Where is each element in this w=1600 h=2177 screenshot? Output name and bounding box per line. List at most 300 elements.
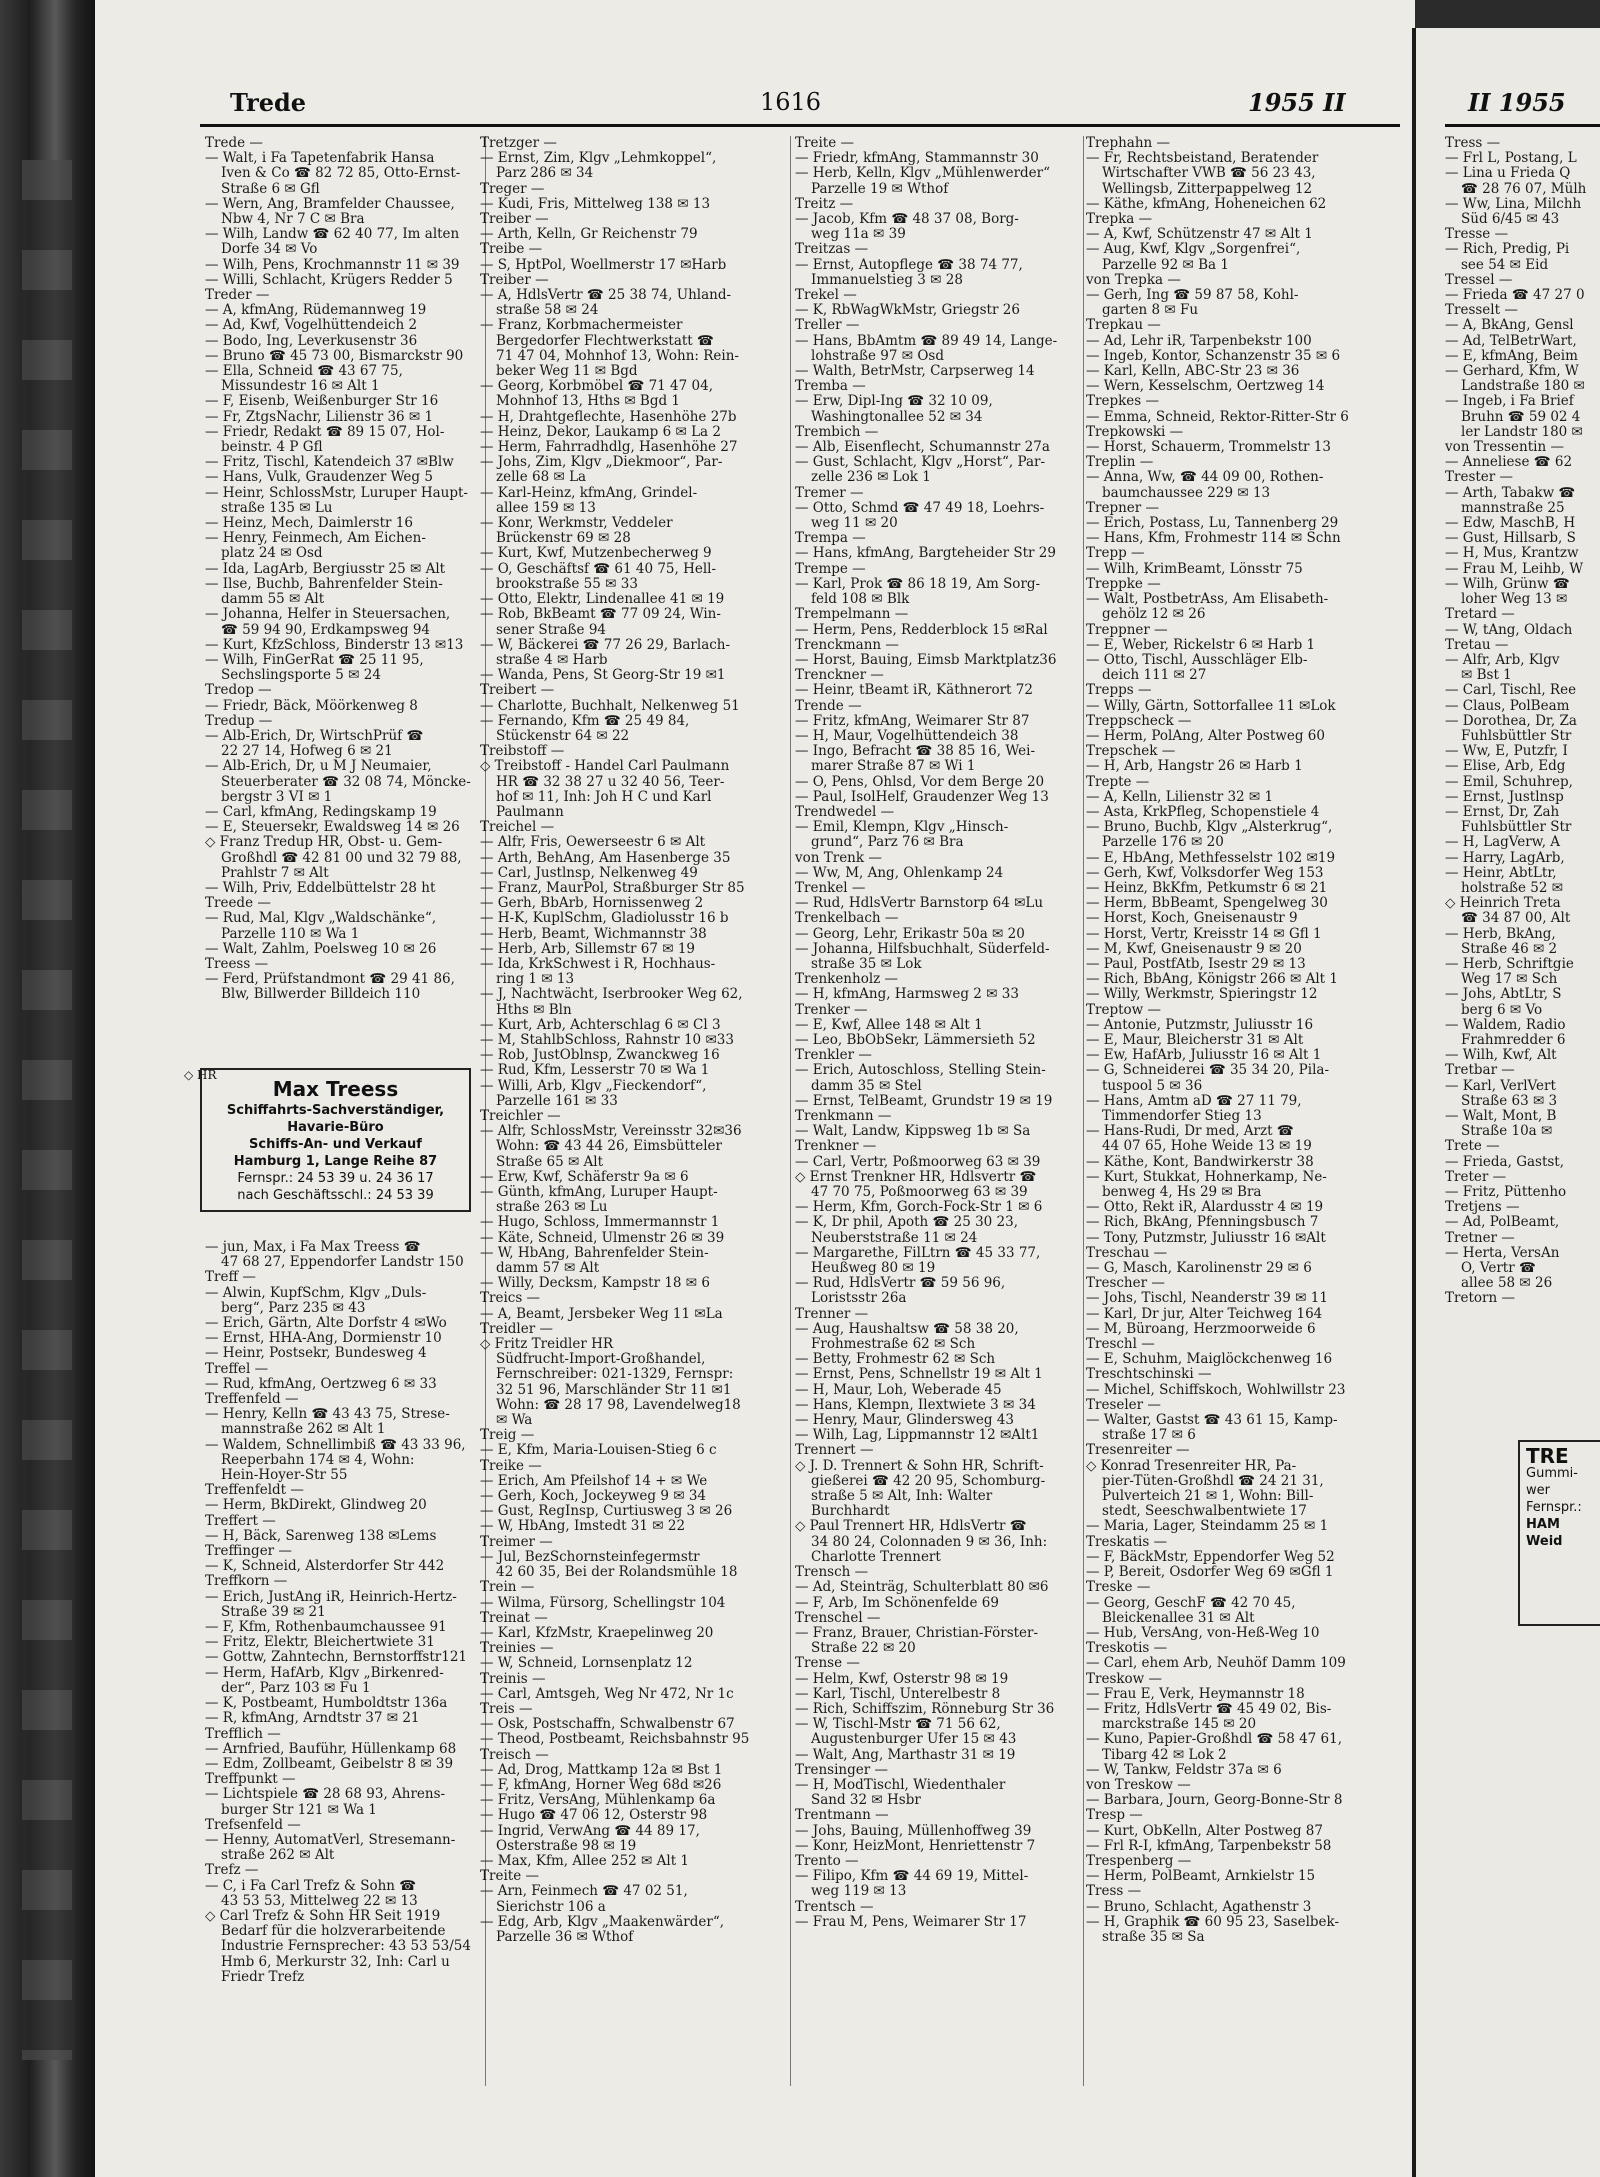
entry-continuation: zelle 236 ✉ Lok 1	[811, 470, 931, 486]
directory-entry: — Wilh, Lag, Lippmannstr 12 ✉Alt1	[795, 1428, 1040, 1444]
surname-heading: Trede —	[205, 136, 263, 151]
ad-fragment-line: wer	[1526, 1483, 1550, 1498]
entry-continuation: 47 70 75, Poßmoorweg 63 ✉ 39	[811, 1185, 1028, 1201]
directory-entry: — Konr, Werkmstr, Veddeler	[480, 516, 673, 532]
directory-entry: — Jacob, Kfm ☎ 48 37 08, Borg-	[795, 212, 1019, 228]
directory-entry: — H, LagVerw, A	[1445, 835, 1561, 851]
entry-continuation: Parzelle 92 ✉ Ba 1	[1102, 257, 1229, 273]
directory-entry: — G, Masch, Karolinenstr 29 ✉ 6	[1086, 1261, 1312, 1277]
entry-continuation: straße 135 ✉ Lu	[221, 500, 333, 516]
advertisement-fragment	[1518, 1440, 1600, 1626]
entry-continuation: Wirtschafter VWB ☎ 56 23 43,	[1102, 166, 1316, 182]
header-rule	[200, 124, 1400, 127]
entry-continuation: weg 11 ✉ 20	[811, 516, 898, 532]
surname-heading: Treics —	[480, 1291, 541, 1307]
surname-heading: Treskow —	[1086, 1671, 1163, 1687]
directory-entry: — Wilh, Kwf, Alt	[1445, 1048, 1557, 1064]
surname-heading: Tretard —	[1445, 607, 1515, 623]
directory-entry: — Karl, Kelln, ABC-Str 23 ✉ 36	[1086, 364, 1300, 380]
directory-entry: — F, BäckMstr, Eppendorfer Weg 52	[1086, 1549, 1335, 1565]
entry-continuation: weg 119 ✉ 13	[811, 1884, 907, 1900]
directory-entry: — K, RbWagWkMstr, Griegstr 26	[795, 303, 1020, 319]
directory-entry: — Alfr, Fris, Oewerseestr 6 ✉ Alt	[480, 835, 706, 851]
surname-heading: Trento —	[795, 1853, 859, 1869]
directory-entry: — Erich, Postass, Lu, Tannenberg 29	[1086, 516, 1339, 532]
surname-heading: Tretjens —	[1445, 1200, 1520, 1216]
surname-heading: Tress —	[1086, 1884, 1142, 1900]
directory-entry: — Filipo, Kfm ☎ 44 69 19, Mittel-	[795, 1869, 1029, 1885]
hr-marker: ◇ HR	[184, 1068, 217, 1082]
directory-entry: — Gerh, BbArb, Hornissenweg 2	[480, 896, 704, 912]
surname-heading: Trefflich —	[205, 1726, 281, 1742]
directory-entry: — Bruno, Schlacht, Agathenstr 3	[1086, 1899, 1312, 1915]
surname-heading: Treitzas —	[795, 242, 869, 258]
directory-entry: — Ad, TelBetrWart,	[1445, 333, 1577, 349]
entry-continuation: hof ✉ 11, Inh: Joh H C und Karl	[496, 789, 712, 805]
directory-entry: — Henry, Feinmech, Am Eichen-	[205, 531, 426, 547]
directory-entry: — Käte, Schneid, Ulmenstr 26 ✉ 39	[480, 1230, 725, 1246]
directory-entry: — Erich, Autoschloss, Stelling Stein-	[795, 1063, 1046, 1079]
surname-heading: Trein —	[480, 1580, 535, 1596]
directory-entry: — Ella, Schneid ☎ 43 67 75,	[205, 364, 403, 380]
directory-entry: — Walt, i Fa Tapetenfabrik Hansa	[205, 151, 435, 167]
directory-entry: — Otto, Tischl, Ausschläger Elb-	[1086, 652, 1308, 668]
directory-entry: — Willi, Arb, Klgv „Fieckendorf“,	[480, 1078, 707, 1094]
ad-fragment-line: Gummi-	[1526, 1466, 1578, 1481]
directory-entry: — Frau M, Pens, Weimarer Str 17	[795, 1914, 1027, 1930]
directory-entry: — Konr, HeizMont, Henriettenstr 7	[795, 1838, 1036, 1854]
directory-entry: — Erich, Am Pfeilshof 14 + ✉ We	[480, 1473, 708, 1489]
entry-continuation: Paulmann	[496, 804, 564, 820]
entry-continuation: damm 35 ✉ Stel	[811, 1078, 922, 1094]
entry-continuation: Fuhlsbüttler Str	[1461, 820, 1572, 836]
directory-entry: — H, Mus, Krantzw	[1445, 546, 1579, 562]
surname-heading: Treite —	[795, 136, 854, 151]
directory-entry: — W, Tankw, Feldstr 37a ✉ 6	[1086, 1762, 1282, 1778]
directory-entry: — E, Schuhm, Maiglöckchenweg 16	[1086, 1352, 1333, 1368]
directory-entry: ◇ Carl Trefz & Sohn HR Seit 1919	[205, 1908, 441, 1924]
directory-entry: — Frau E, Verk, Heymannstr 18	[1086, 1686, 1305, 1702]
entry-continuation: sener Straße 94	[496, 622, 606, 638]
entry-continuation: 47 68 27, Eppendorfer Landstr 150	[221, 1255, 464, 1271]
entry-continuation: Augustenburger Ufer 15 ✉ 43	[811, 1732, 1017, 1748]
entry-continuation: straße 58 ✉ 24	[496, 303, 599, 319]
directory-entry: — K, Postbeamt, Humboldtstr 136a	[205, 1696, 448, 1712]
directory-entry: — E, Steuersekr, Ewaldsweg 14 ✉ 26	[205, 820, 460, 836]
directory-entry: — H, Arb, Hangstr 26 ✉ Harb 1	[1086, 759, 1303, 775]
directory-entry: — Wilh, Pens, Krochmannstr 11 ✉ 39	[205, 257, 460, 273]
directory-entry: — E, HbAng, Methfesselstr 102 ✉19	[1086, 850, 1336, 866]
directory-entry: — Helm, Kwf, Osterstr 98 ✉ 19	[795, 1671, 1009, 1687]
directory-entry: — Rich, Schiffszim, Rönneburg Str 36	[795, 1701, 1055, 1717]
surname-heading: Treske —	[1086, 1580, 1151, 1596]
entry-continuation: O, Vertr ☎	[1461, 1261, 1536, 1277]
directory-entry: — Johs, AbtLtr, S	[1445, 987, 1562, 1003]
directory-entry: — F, Arb, Im Schönenfelde 69	[795, 1595, 999, 1611]
surname-heading: Trespenberg —	[1086, 1853, 1192, 1869]
directory-entry: — Henny, AutomatVerl, Stresemann-	[205, 1832, 456, 1848]
entry-continuation: Industrie Fernsprecher: 43 53 53/54	[221, 1939, 471, 1955]
entry-continuation: ✉ Wa	[496, 1413, 533, 1429]
surname-heading: Treinis —	[480, 1671, 546, 1687]
directory-entry: — A, BkAng, Gensl	[1445, 318, 1574, 334]
entry-continuation: Timmendorfer Stieg 13	[1102, 1109, 1262, 1124]
surname-heading: Treffenfeldt —	[205, 1483, 304, 1499]
running-head-year: 1955 II	[1248, 88, 1346, 117]
directory-entry: — O, Pens, Ohlsd, Vor dem Berge 20	[795, 774, 1045, 790]
directory-entry: — Kuno, Papier-Großhdl ☎ 58 47 61,	[1086, 1732, 1343, 1748]
entry-continuation: berg 6 ✉ Vo	[1461, 1002, 1543, 1018]
entry-continuation: Friedr Trefz	[221, 1969, 305, 1985]
directory-entry: — Otto, Elektr, Lindenallee 41 ✉ 19	[480, 592, 725, 608]
entry-continuation: Neuberststraße 11 ✉ 24	[811, 1230, 978, 1246]
directory-entry: — Otto, Schmd ☎ 47 49 18, Loehrs-	[795, 500, 1045, 516]
surname-heading: Trephahn —	[1086, 136, 1171, 151]
entry-continuation: pier-Tüten-Großhdl ☎ 24 21 31,	[1102, 1473, 1324, 1489]
entry-continuation: Parz 286 ✉ 34	[496, 166, 594, 182]
surname-heading: Treschl —	[1086, 1337, 1155, 1353]
directory-entry: — Anneliese ☎ 62	[1445, 455, 1573, 471]
directory-entry: — Ernst, Zim, Klgv „Lehmkoppel“,	[480, 151, 717, 167]
directory-entry: — Kurt, Arb, Achterschlag 6 ✉ Cl 3	[480, 1017, 721, 1033]
directory-entry: — E, kfmAng, Beim	[1445, 348, 1578, 364]
directory-entry: — Karl, KfzMstr, Kraepelinweg 20	[480, 1625, 714, 1641]
directory-entry: — Fritz, Elektr, Bleichertwiete 31	[205, 1635, 435, 1651]
surname-heading: von Treskow —	[1086, 1777, 1191, 1793]
directory-entry: — Fr, Rechtsbeistand, Beratender	[1086, 151, 1319, 167]
surname-heading: Treisch —	[480, 1747, 549, 1763]
directory-entry: — Fr, ZtgsNachr, Lilienstr 36 ✉ 1	[205, 409, 434, 425]
entry-continuation: Prahlstr 7 ✉ Alt	[221, 865, 329, 881]
directory-entry: — Bruno ☎ 45 73 00, Bismarckstr 90	[205, 348, 464, 364]
surname-heading: Treplin —	[1086, 455, 1154, 471]
directory-entry: — Ferd, Prüfstandmont ☎ 29 41 86,	[205, 972, 455, 988]
directory-entry: — Herb, Schriftgie	[1445, 956, 1574, 972]
directory-entry: — Wilma, Fürsorg, Schellingstr 104	[480, 1595, 726, 1611]
surname-heading: Treppke —	[1086, 576, 1161, 592]
entry-continuation: straße 35 ✉ Sa	[1102, 1929, 1205, 1945]
surname-heading: Trentmann —	[795, 1808, 889, 1824]
entry-continuation: tuspool 5 ✉ 36	[1102, 1078, 1203, 1094]
directory-entry: — Rich, Predig, Pi	[1445, 242, 1570, 258]
directory-entry: ◇ Heinrich Treta	[1445, 896, 1561, 912]
column-4	[1086, 136, 1396, 1945]
entry-continuation: Immanuelstieg 3 ✉ 28	[811, 272, 963, 288]
surname-heading: von Trepka —	[1086, 272, 1181, 288]
directory-entry: — Fritz, Tischl, Katendeich 37 ✉Blw	[205, 455, 454, 471]
entry-continuation: Hmb 6, Merkurstr 32, Inh: Carl u	[221, 1954, 450, 1970]
directory-entry: — Rud, Kfm, Lesserstr 70 ✉ Wa 1	[480, 1063, 710, 1079]
advertisement-max-treess	[200, 1068, 471, 1212]
directory-entry: — Bodo, Ing, Leverkusenstr 36	[205, 333, 418, 349]
directory-entry: — Ilse, Buchb, Bahrenfelder Stein-	[205, 576, 443, 592]
directory-entry: — Hugo ☎ 47 06 12, Osterstr 98	[480, 1808, 708, 1824]
directory-entry: — Friedr, kfmAng, Stammannstr 30	[795, 151, 1039, 167]
surname-heading: Trenkler —	[795, 1048, 872, 1064]
directory-entry: — Hans, Amtm aD ☎ 27 11 79,	[1086, 1093, 1302, 1109]
directory-entry: ◇ Franz Tredup HR, Obst- u. Gem-	[205, 835, 443, 851]
directory-entry: — Ad, Lehr iR, Tarpenbekstr 100	[1086, 333, 1312, 349]
directory-entry: — Emma, Schneid, Rektor-Ritter-Str 6	[1086, 409, 1349, 425]
entry-continuation: holstraße 52 ✉	[1461, 880, 1564, 896]
directory-entry: — Fritz, Püttenho	[1445, 1185, 1567, 1201]
next-page-year: II 1955	[1468, 88, 1566, 117]
surname-heading: Tretzger —	[480, 136, 557, 151]
directory-entry: — Günth, kfmAng, Luruper Haupt-	[480, 1185, 718, 1201]
surname-heading: Trescher —	[1086, 1276, 1165, 1292]
directory-entry: — Willy, Gärtn, Sottorfallee 11 ✉Lok	[1086, 698, 1336, 714]
entry-continuation: Straße 10a ✉	[1461, 1124, 1553, 1140]
directory-entry: — Hugo, Schloss, Immermannstr 1	[480, 1215, 720, 1231]
directory-entry: — Emil, Schuhrep,	[1445, 774, 1573, 790]
directory-entry: — Hans, Klempn, Ilextwiete 3 ✉ 34	[795, 1397, 1036, 1413]
surname-heading: Tress —	[1445, 136, 1501, 151]
directory-entry: — Rud, Mal, Klgv „Waldschänke“,	[205, 911, 437, 927]
directory-entry: — Rob, JustOblnsp, Zwanckweg 16	[480, 1048, 720, 1064]
directory-entry: — Horst, Vertr, Kreisstr 14 ✉ Gfl 1	[1086, 926, 1322, 942]
directory-entry: — Alb-Erich, Dr, WirtschPrüf ☎	[205, 728, 424, 744]
directory-entry: — Arth, Tabakw ☎	[1445, 485, 1576, 501]
surname-heading: Trenner —	[795, 1306, 869, 1322]
directory-entry: — Asta, KrkPfleg, Schopenstiele 4	[1086, 804, 1320, 820]
surname-heading: Treder —	[205, 288, 270, 304]
directory-entry: — Wanda, Pens, St Georg-Str 19 ✉1	[480, 668, 726, 684]
directory-entry: — Ingeb, i Fa Brief	[1445, 394, 1574, 410]
directory-entry: — Herb, Beamt, Wichmannstr 38	[480, 926, 707, 942]
directory-entry: — Alfr, Arb, Klgv	[1445, 652, 1560, 668]
directory-entry: — Rob, BkBeamt ☎ 77 09 24, Win-	[480, 607, 721, 623]
directory-entry: ◇ Konrad Tresenreiter HR, Pa-	[1086, 1458, 1297, 1474]
directory-entry: — Carl, Vertr, Poßmoorweg 63 ✉ 39	[795, 1154, 1041, 1170]
column-1-continued	[205, 1240, 495, 1985]
entry-continuation: loher Weg 13 ✉	[1461, 592, 1568, 608]
surname-heading: Treffel —	[205, 1361, 269, 1377]
surname-heading: Trensinger —	[795, 1762, 888, 1778]
directory-entry: — Heinz, BkKfm, Petkumstr 6 ✉ 21	[1086, 880, 1328, 896]
column-divider	[790, 136, 791, 2086]
directory-entry: — Willy, Werkmstr, Spieringstr 12	[1086, 987, 1318, 1003]
directory-entry: — M, StahlbSchloss, Rahnstr 10 ✉33	[480, 1032, 734, 1048]
entry-continuation: Iven & Co ☎ 82 72 85, Otto-Ernst-	[221, 166, 461, 182]
directory-entry: — Hans-Rudi, Dr med, Arzt ☎	[1086, 1124, 1294, 1140]
directory-entry: — Herm, BbBeamt, Spengelweg 30	[1086, 896, 1328, 912]
directory-entry: — Arnfried, Bauführ, Hüllenkamp 68	[205, 1741, 457, 1757]
entry-continuation: Straße 65 ✉ Alt	[496, 1154, 604, 1170]
directory-entry: — Paul, PostfAtb, Isestr 29 ✉ 13	[1086, 956, 1306, 972]
surname-heading: Trenkenholz —	[795, 972, 899, 988]
directory-entry: — Herm, Fahrradhdlg, Hasenhöhe 27	[480, 440, 738, 456]
directory-entry: — Horst, Bauing, Eimsb Marktplatz36	[795, 652, 1057, 668]
directory-entry: — Gottw, Zahntechn, Bernstorffstr121	[205, 1650, 468, 1666]
entry-continuation: deich 111 ✉ 27	[1102, 668, 1207, 684]
surname-heading: Tretau —	[1445, 637, 1509, 653]
directory-entry: — Carl, Justlnsp, Nelkenweg 49	[480, 865, 698, 881]
surname-heading: Tresenreiter —	[1086, 1443, 1190, 1459]
directory-entry: — Fritz, VersAng, Mühlenkamp 6a	[480, 1793, 716, 1809]
directory-entry: — Hans, Kfm, Frohmestr 114 ✉ Schn	[1086, 531, 1341, 547]
directory-entry: — Kudi, Fris, Mittelweg 138 ✉ 13	[480, 196, 711, 212]
directory-entry: — Waldem, Schnellimbiß ☎ 43 33 96,	[205, 1437, 466, 1453]
directory-entry: — Herm, Kfm, Gorch-Fock-Str 1 ✉ 6	[795, 1200, 1043, 1216]
directory-entry: — Jul, BezSchornsteinfegermstr	[480, 1549, 700, 1565]
surname-heading: Treichler —	[480, 1109, 561, 1124]
surname-heading: Tressel —	[1445, 272, 1513, 288]
directory-entry: — Ad, Steinträg, Schulterblatt 80 ✉6	[795, 1580, 1049, 1596]
directory-entry: — F, kfmAng, Horner Weg 68d ✉26	[480, 1777, 722, 1793]
column-2	[480, 136, 780, 1945]
directory-entry: — Alfr, SchlossMstr, Vereinsstr 32✉36	[480, 1124, 742, 1140]
surname-heading: Trepkowski —	[1086, 424, 1184, 440]
directory-entry: — Henry, Maur, Glindersweg 43	[795, 1413, 1015, 1429]
entry-continuation: baumchaussee 229 ✉ 13	[1102, 485, 1271, 501]
surname-heading: Trenkel —	[795, 880, 866, 896]
directory-entry: — Maria, Lager, Steindamm 25 ✉ 1	[1086, 1519, 1329, 1535]
directory-entry: — Gust, RegInsp, Curtiusweg 3 ✉ 26	[480, 1504, 733, 1520]
entry-continuation: Dorfe 34 ✉ Vo	[221, 242, 318, 258]
surname-heading: Treinat —	[480, 1610, 548, 1626]
directory-entry: — Bruno, Buchb, Klgv „Alsterkrug“,	[1086, 820, 1333, 836]
directory-entry: — Ernst, HHA-Ang, Dormienstr 10	[205, 1331, 442, 1347]
entry-continuation: ✉ Bst 1	[1461, 668, 1512, 684]
directory-entry: — Walt, Zahlm, Poelsweg 10 ✉ 26	[205, 941, 437, 957]
directory-entry: — Gerh, Kwf, Volksdorfer Weg 153	[1086, 865, 1324, 881]
directory-entry: — Johanna, Helfer in Steuersachen,	[205, 607, 451, 623]
entry-continuation: Burchhardt	[811, 1504, 890, 1520]
directory-entry: — Ad, PolBeamt,	[1445, 1215, 1560, 1231]
surname-heading: Treis —	[480, 1701, 533, 1717]
directory-entry: — Johs, Bauing, Müllenhoffweg 39	[795, 1823, 1032, 1839]
surname-heading: Treseler —	[1086, 1397, 1161, 1413]
directory-entry: — Franz, Brauer, Christian-Förster-	[795, 1625, 1039, 1641]
directory-entry: — Rich, BkAng, Pfenningsbusch 7	[1086, 1215, 1319, 1231]
entry-continuation: Hths ✉ Bln	[496, 1002, 572, 1018]
surname-heading: Trepschek —	[1086, 744, 1176, 760]
entry-continuation: gießerei ☎ 42 20 95, Schomburg-	[811, 1473, 1046, 1489]
entry-continuation: Frohmestraße 62 ✉ Sch	[811, 1337, 976, 1353]
directory-entry: — F, Eisenb, Weißenburger Str 16	[205, 394, 439, 410]
directory-entry: ◇ Ernst Trenkner HR, Hdlsvertr ☎	[795, 1169, 1037, 1185]
directory-entry: — H, Maur, Loh, Weberade 45	[795, 1382, 1002, 1398]
directory-entry: — Ernst, Pens, Schnellstr 19 ✉ Alt 1	[795, 1367, 1043, 1383]
directory-entry: — Emil, Klempn, Klgv „Hinsch-	[795, 820, 1009, 836]
directory-entry: — Friedr, Redakt ☎ 89 15 07, Hol-	[205, 424, 445, 440]
directory-entry: — Gerhard, Kfm, W	[1445, 364, 1579, 380]
directory-entry: — Herm, HafArb, Klgv „Birkenred-	[205, 1665, 444, 1681]
surname-heading: Treskatis —	[1086, 1534, 1168, 1550]
directory-entry: — Arth, BehAng, Am Hasenberge 35	[480, 850, 731, 866]
entry-continuation: ☎ 34 87 00, Alt	[1461, 911, 1571, 927]
entry-continuation: zelle 68 ✉ La	[496, 470, 587, 486]
directory-entry: — H, Drahtgeflechte, Hasenhöhe 27b	[480, 409, 737, 425]
directory-entry: — Hans, Vulk, Graudenzer Weg 5	[205, 470, 433, 486]
entry-continuation: Pulverteich 21 ✉ 1, Wohn: Bill-	[1102, 1489, 1314, 1505]
entry-continuation: straße 5 ✉ Alt, Inh: Walter	[811, 1489, 993, 1505]
entry-continuation: Parzelle 19 ✉ Wthof	[811, 181, 949, 197]
entry-continuation: Steuerberater ☎ 32 08 74, Möncke-	[221, 774, 471, 790]
surname-heading: Trenkner —	[795, 1139, 877, 1155]
directory-entry: — Horst, Koch, Gneisenaustr 9	[1086, 911, 1298, 927]
directory-entry: — Rud, kfmAng, Oertzweg 6 ✉ 33	[205, 1376, 437, 1392]
entry-continuation: Sand 32 ✉ Hsbr	[811, 1793, 921, 1809]
directory-entry: — W, Tischl-Mstr ☎ 71 56 62,	[795, 1717, 1001, 1733]
surname-heading: Trester —	[1445, 470, 1514, 486]
entry-continuation: Straße 6 ✉ Gfl	[221, 181, 320, 197]
directory-entry: — Wilh, Grünw ☎	[1445, 576, 1570, 592]
directory-entry: — Osk, Postschaffn, Schwalbenstr 67	[480, 1717, 735, 1733]
surname-heading: Treichel —	[480, 820, 555, 836]
directory-entry: — E, Maur, Bleicherstr 31 ✉ Alt	[1086, 1032, 1304, 1048]
directory-entry: — Ida, KrkSchwest i R, Hochhaus-	[480, 956, 716, 972]
directory-entry: — Max, Kfm, Allee 252 ✉ Alt 1	[480, 1853, 690, 1869]
entry-continuation: berg“, Parz 235 ✉ 43	[221, 1300, 366, 1316]
directory-entry: — Tony, Putzmstr, Juliusstr 16 ✉Alt	[1086, 1230, 1326, 1246]
ad-fragment-line: Fernspr.:	[1526, 1500, 1582, 1515]
directory-entry: — Walt, PostbetrAss, Am Elisabeth-	[1086, 592, 1329, 608]
entry-continuation: Wohn: ☎ 28 17 98, Lavendelweg18	[496, 1397, 741, 1413]
directory-entry: — Herm, Pens, Redderblock 15 ✉Ral	[795, 622, 1048, 638]
directory-entry: — E, Weber, Rickelstr 6 ✉ Harb 1	[1086, 637, 1316, 653]
directory-entry: — Käthe, kfmAng, Hoheneichen 62	[1086, 196, 1327, 212]
entry-continuation: Loristsstr 26a	[811, 1291, 907, 1307]
surname-heading: Tredop —	[205, 683, 272, 699]
surname-heading: von Tressentin —	[1445, 440, 1564, 456]
directory-entry: — Gerh, Koch, Jockeyweg 9 ✉ 34	[480, 1489, 707, 1505]
surname-heading: Trepkes —	[1086, 394, 1159, 410]
ad-phone: Fernspr.: 24 53 39 u. 24 36 17	[237, 1171, 434, 1186]
directory-entry: — A, Kwf, Schützenstr 47 ✉ Alt 1	[1086, 227, 1313, 243]
directory-entry: — Elise, Arb, Edg	[1445, 759, 1566, 775]
directory-entry: — Ad, Drog, Mattkamp 12a ✉ Bst 1	[480, 1762, 723, 1778]
directory-entry: — H, Graphik ☎ 60 95 23, Saselbek-	[1086, 1914, 1340, 1930]
surname-heading: Treiber —	[480, 272, 549, 288]
entry-continuation: garten 8 ✉ Fu	[1102, 303, 1199, 319]
directory-entry: — Barbara, Journ, Georg-Bonne-Str 8	[1086, 1793, 1343, 1809]
surname-heading: Tretbar —	[1445, 1063, 1515, 1079]
surname-heading: Trepps —	[1086, 683, 1152, 699]
directory-entry: — Wilh, Priv, Eddelbüttelstr 28 ht	[205, 880, 436, 896]
directory-entry: — Ernst, Autopflege ☎ 38 74 77,	[795, 257, 1023, 273]
next-page-header-rule	[1445, 124, 1600, 127]
surname-heading: Treger —	[480, 181, 545, 197]
entry-continuation: Osterstraße 98 ✉ 19	[496, 1838, 637, 1854]
directory-entry: — Walter, Gastst ☎ 43 61 15, Kamp-	[1086, 1413, 1338, 1429]
entry-continuation: 42 60 35, Bei der Rolandsmühle 18	[496, 1565, 738, 1581]
directory-entry: — Ingrid, VerwAng ☎ 44 89 17,	[480, 1823, 700, 1839]
directory-entry: — Ernst, Dr, Zah	[1445, 804, 1560, 820]
book-spine	[0, 0, 95, 2177]
surname-heading: Treite —	[480, 1869, 539, 1885]
directory-entry: — Aug, Kwf, Klgv „Sorgenfrei“,	[1086, 242, 1301, 258]
directory-entry: — Willy, Decksm, Kampstr 18 ✉ 6	[480, 1276, 711, 1292]
entry-continuation: Nbw 4, Nr 7 C ✉ Bra	[221, 212, 365, 228]
directory-entry: — Wilh, FinGerRat ☎ 25 11 95,	[205, 652, 424, 668]
directory-entry: — Frieda, Gastst,	[1445, 1154, 1565, 1170]
entry-continuation: Fuhlsbüttler Str	[1461, 728, 1572, 744]
directory-entry: — Franz, MaurPol, Straßburger Str 85	[480, 880, 745, 896]
entry-continuation: Tibarg 42 ✉ Lok 2	[1102, 1747, 1227, 1763]
directory-entry: — Carl, kfmAng, Redingskamp 19	[205, 804, 437, 820]
surname-heading: Trembich —	[795, 424, 879, 440]
ad-fragment-line: HAM	[1526, 1517, 1560, 1532]
directory-entry: — Willi, Schlacht, Krügers Redder 5	[205, 272, 453, 288]
entry-continuation: Sierichstr 106 a	[496, 1899, 606, 1915]
directory-entry: — E, Kwf, Allee 148 ✉ Alt 1	[795, 1017, 983, 1033]
directory-entry: — R, kfmAng, Arndtstr 37 ✉ 21	[205, 1711, 420, 1727]
surname-heading: Treskotis —	[1086, 1641, 1168, 1657]
surname-heading: Trefz —	[205, 1863, 259, 1879]
directory-entry: — Karl, VerlVert	[1445, 1078, 1556, 1094]
entry-continuation: bergstr 3 VI ✉ 1	[221, 789, 333, 805]
